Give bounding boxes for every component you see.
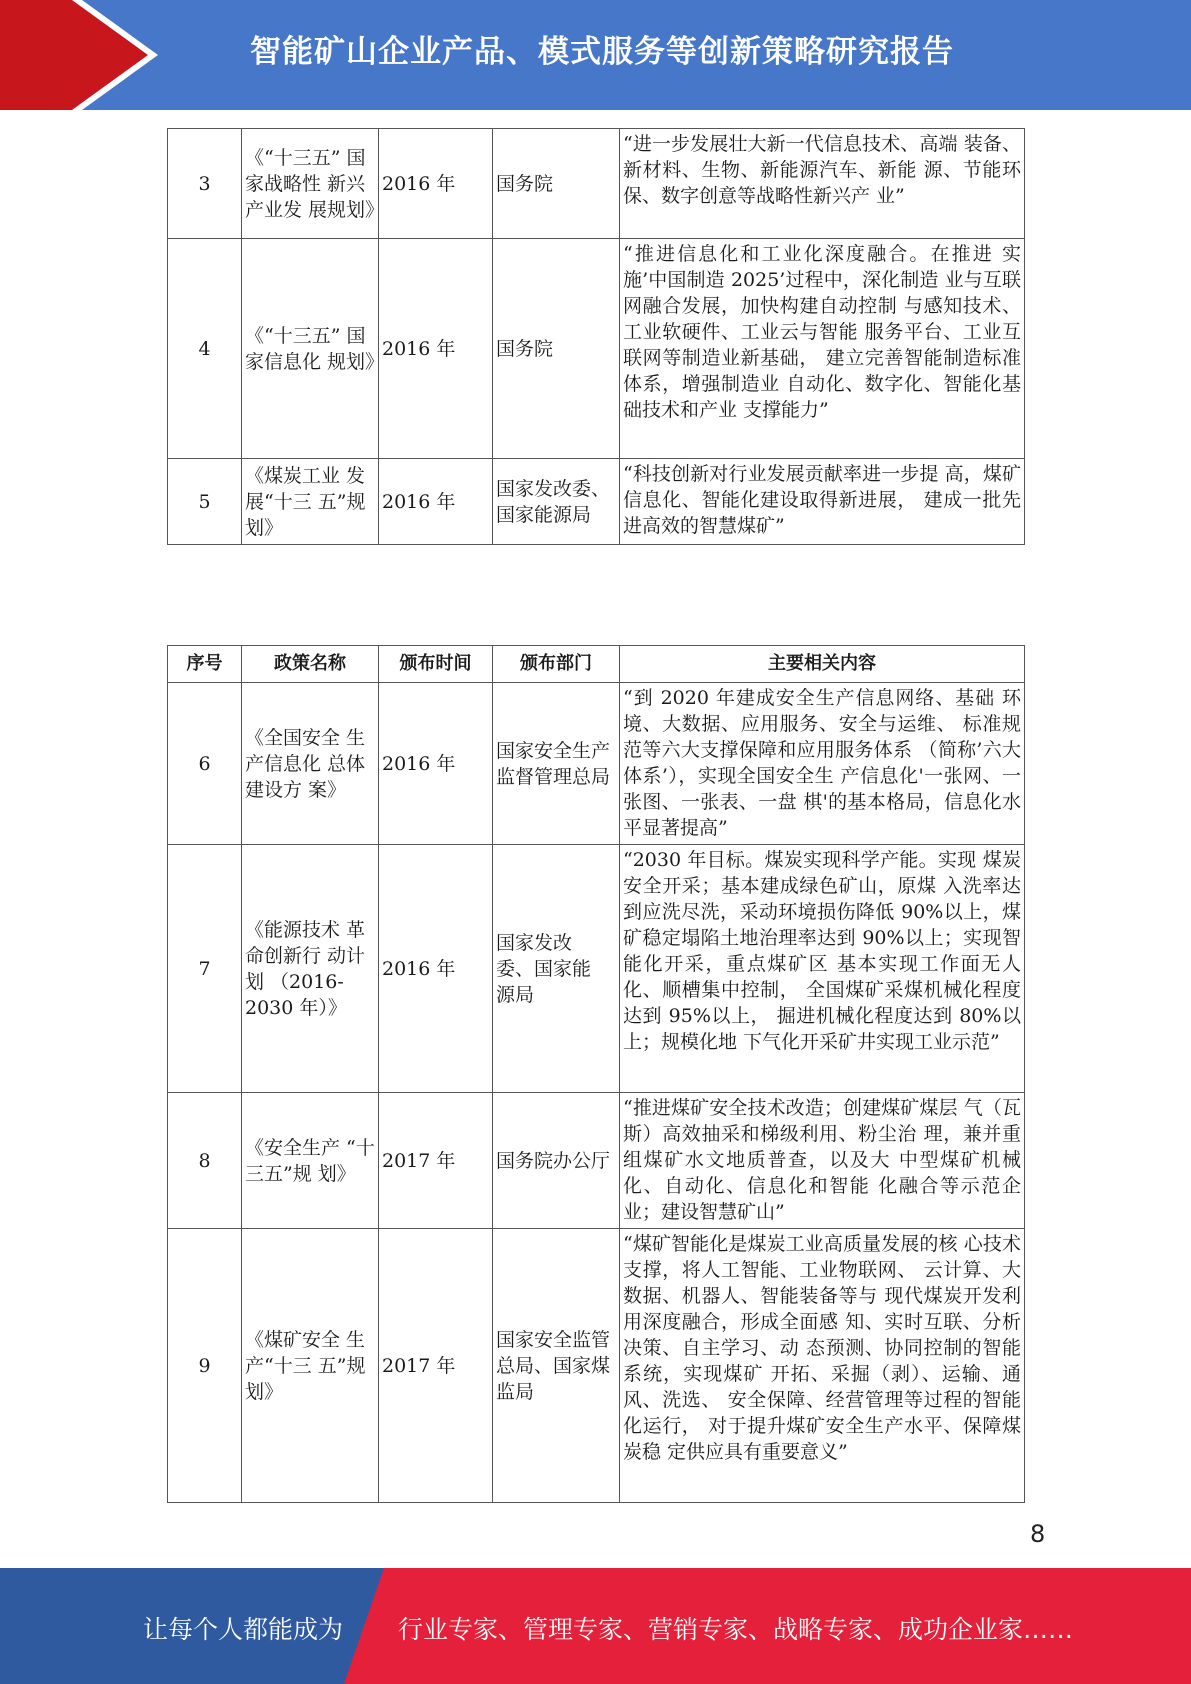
policy-name: 《煤矿安全 生产“十三 五”规划》: [242, 1229, 379, 1503]
policy-year: 2016 年: [379, 239, 493, 459]
policy-year: 2016 年: [379, 683, 493, 845]
policy-name: 《“十三五” 国家信息化 规划》: [242, 239, 379, 459]
table-header-row: [168, 646, 1025, 683]
header-year: 颁布时间: [379, 646, 493, 683]
policy-content: “进一步发展壮大新一代信息技术、高端 装备、新材料、生物、新能源汽车、新能 源、节能环保、数字创意等战略性新兴产 业”: [620, 129, 1025, 239]
row-number: 3: [168, 129, 242, 239]
row-number: 8: [168, 1093, 242, 1229]
policy-name: 《“十三五” 国家战略性 新兴产业发 展规划》: [242, 129, 379, 239]
page-number: 8: [1030, 1520, 1046, 1548]
policy-content: “煤矿智能化是煤炭工业高质量发展的核 心技术支撑，将人工智能、工业物联网、 云计算、大数据、机器人、智能装备等与 现代煤炭开发利用深度融合，形成全面感 知、实时互联、分析决策、自主学习、动 态预测、协同控制的智能系统，实现煤矿 开拓、采掘（剥）、运输、通风、洗选、 安全保障、经营管理等过程的智能化运行， 对于提升煤矿安全生产水平、保障煤炭稳 定供应具有重要意义”: [620, 1229, 1025, 1503]
row-number: 9: [168, 1229, 242, 1503]
policy-table: [167, 645, 1025, 1503]
page-header: [0, 0, 1191, 110]
policy-content: “科技创新对行业发展贡献率进一步提 高，煤矿信息化、智能化建设取得新进展， 建成一批先进高效的智慧煤矿”: [620, 459, 1025, 545]
footer-slogan-right: 行业专家、管理专家、营销专家、战略专家、成功企业家……: [398, 1615, 1074, 1644]
row-number: 7: [168, 845, 242, 1093]
policy-name: 《能源技术 革命创新行 动计划 （2016-2030 年）》: [242, 845, 379, 1093]
row-number: 4: [168, 239, 242, 459]
policy-content: “2030 年目标。煤炭实现科学产能。实现 煤炭安全开采；基本建成绿色矿山，原煤 入洗率达到应洗尽洗，采动环境损伤降低 90%以上，煤矿稳定塌陷土地治理率达到 90%以上；实现智能化开采，重点煤矿区 基本实现工作面无人化、顺槽集中控制， 全国煤矿采煤机械化程度达到 95%以上， 掘进机械化程度达到 80%以上；规模化地 下气化开采矿井实现工业示范”: [620, 845, 1025, 1093]
policy-year: 2016 年: [379, 459, 493, 545]
table-row: [168, 683, 1025, 845]
policy-year: 2017 年: [379, 1229, 493, 1503]
policy-dept: 国家发改 委、国家能 源局: [493, 845, 620, 1093]
header-policy-name: 政策名称: [242, 646, 379, 683]
policy-dept: 国家安全监管总局、国家煤监局: [493, 1229, 620, 1503]
policy-name: 《全国安全 生产信息化 总体建设方 案》: [242, 683, 379, 845]
policy-year: 2016 年: [379, 845, 493, 1093]
policy-dept: 国家安全生产监督管理总局: [493, 683, 620, 845]
report-title: 智能矿山企业产品、模式服务等创新策略研究报告: [250, 34, 954, 70]
policy-year: 2017 年: [379, 1093, 493, 1229]
table-row: [168, 1093, 1025, 1229]
row-number: 5: [168, 459, 242, 545]
table-row: [168, 845, 1025, 1093]
policy-content: “推进信息化和工业化深度融合。在推进 实施’中国制造 2025’过程中，深化制造 业与互联网融合发展，加快构建自动控制 与感知技术、工业软硬件、工业云与智能 服务平台、工业互联网等制造业新基础， 建立完善智能制造标准体系，增强制造业 自动化、数字化、智能化基础技术和产业 支撑能力”: [620, 239, 1025, 459]
policy-content: “推进煤矿安全技术改造；创建煤矿煤层 气（瓦斯）高效抽采和梯级利用、粉尘治 理，兼并重组煤矿水文地质普查，以及大 中型煤矿机械化、自动化、信息化和智能 化融合等示范企业；建设智慧矿山”: [620, 1093, 1025, 1229]
footer-slogan-left: 让每个人都能成为: [143, 1615, 344, 1644]
header-number: 序号: [168, 646, 242, 683]
table-row: [168, 1229, 1025, 1503]
policy-content: “到 2020 年建成安全生产信息网络、基础 环境、大数据、应用服务、安全与运维、 标准规范等六大支撑保障和应用服务体系 （简称’六大体系’），实现全国安全生 产信息化'一张网、一张图、一张表、一盘 棋'的基本格局，信息化水平显著提高”: [620, 683, 1025, 845]
policy-dept: 国务院: [493, 239, 620, 459]
page-footer: [0, 1568, 1191, 1684]
policy-name: 《煤炭工业 发展“十三 五”规划》: [242, 459, 379, 545]
header-content: 主要相关内容: [620, 646, 1025, 683]
policy-dept: 国务院: [493, 129, 620, 239]
row-number: 6: [168, 683, 242, 845]
policy-year: 2016 年: [379, 129, 493, 239]
policy-dept: 国家发改委、国家能源局: [493, 459, 620, 545]
header-dept: 颁布部门: [493, 646, 620, 683]
table-row: [168, 129, 1025, 239]
table-row: [168, 459, 1025, 545]
policy-name: 《安全生产 “十三五”规 划》: [242, 1093, 379, 1229]
policy-table-continued: [167, 128, 1025, 545]
table-row: [168, 239, 1025, 459]
policy-dept: 国务院办公厅: [493, 1093, 620, 1229]
